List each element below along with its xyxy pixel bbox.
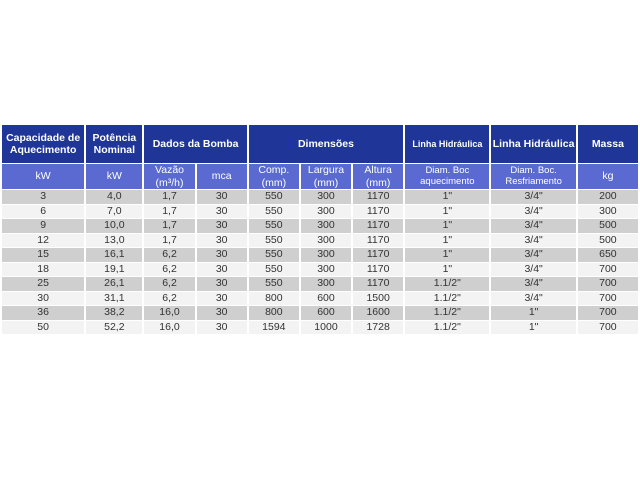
cell-vazao: 6,2 xyxy=(144,248,194,262)
unit-largura: Largura (mm) xyxy=(301,164,351,189)
cell-comp: 550 xyxy=(249,277,299,291)
cell-diam-aquecimento: 1" xyxy=(405,263,489,277)
cell-comp: 550 xyxy=(249,205,299,219)
cell-comp: 1594 xyxy=(249,321,299,335)
cell-diam-resfriamento: 3/4" xyxy=(491,292,575,306)
cell-largura: 300 xyxy=(301,277,351,291)
header-row-units xyxy=(2,164,638,189)
cell-potencia: 16,1 xyxy=(86,248,142,262)
cell-capacidade: 36 xyxy=(2,306,84,320)
cell-comp: 800 xyxy=(249,306,299,320)
table-row xyxy=(2,321,638,335)
unit-potencia-kw: kW xyxy=(86,164,142,189)
cell-vazao: 1,7 xyxy=(144,205,194,219)
cell-diam-resfriamento: 3/4" xyxy=(491,248,575,262)
cell-massa: 700 xyxy=(578,263,638,277)
header-linha-hidraulica-resfriamento: Linha Hidráulica xyxy=(491,125,575,163)
cell-vazao: 1,7 xyxy=(144,234,194,248)
table-row xyxy=(2,234,638,248)
cell-capacidade: 25 xyxy=(2,277,84,291)
header-dados-bomba: Dados da Bomba xyxy=(144,125,246,163)
cell-massa: 500 xyxy=(578,219,638,233)
cell-diam-resfriamento: 1" xyxy=(491,306,575,320)
cell-largura: 300 xyxy=(301,248,351,262)
cell-potencia: 10,0 xyxy=(86,219,142,233)
cell-altura: 1170 xyxy=(353,277,403,291)
unit-altura: Altura (mm) xyxy=(353,164,403,189)
cell-vazao: 16,0 xyxy=(144,306,194,320)
cell-massa: 700 xyxy=(578,277,638,291)
cell-capacidade: 18 xyxy=(2,263,84,277)
cell-potencia: 26,1 xyxy=(86,277,142,291)
table-row xyxy=(2,292,638,306)
unit-diam-resfriamento: Diam. Boc. Resfriamento xyxy=(491,164,575,189)
cell-diam-aquecimento: 1" xyxy=(405,234,489,248)
unit-diam-aquecimento: Diam. Boc aquecimento xyxy=(405,164,489,189)
cell-massa: 500 xyxy=(578,234,638,248)
cell-mca: 30 xyxy=(197,219,247,233)
cell-altura: 1600 xyxy=(353,306,403,320)
cell-vazao: 6,2 xyxy=(144,263,194,277)
cell-capacidade: 3 xyxy=(2,190,84,204)
table-row xyxy=(2,277,638,291)
cell-capacidade: 15 xyxy=(2,248,84,262)
cell-capacidade: 6 xyxy=(2,205,84,219)
cell-massa: 700 xyxy=(578,306,638,320)
cell-altura: 1170 xyxy=(353,219,403,233)
cell-capacidade: 30 xyxy=(2,292,84,306)
cell-diam-aquecimento: 1" xyxy=(405,219,489,233)
cell-altura: 1170 xyxy=(353,190,403,204)
cell-vazao: 16,0 xyxy=(144,321,194,335)
cell-diam-aquecimento: 1.1/2" xyxy=(405,277,489,291)
cell-diam-resfriamento: 3/4" xyxy=(491,263,575,277)
unit-capacidade-kw: kW xyxy=(2,164,84,189)
cell-comp: 800 xyxy=(249,292,299,306)
unit-mca: mca xyxy=(197,164,247,189)
cell-potencia: 7,0 xyxy=(86,205,142,219)
cell-mca: 30 xyxy=(197,248,247,262)
cell-largura: 300 xyxy=(301,234,351,248)
cell-vazao: 6,2 xyxy=(144,292,194,306)
cell-comp: 550 xyxy=(249,263,299,277)
cell-diam-resfriamento: 3/4" xyxy=(491,234,575,248)
cell-potencia: 19,1 xyxy=(86,263,142,277)
cell-altura: 1170 xyxy=(353,263,403,277)
cell-diam-aquecimento: 1.1/2" xyxy=(405,306,489,320)
cell-potencia: 52,2 xyxy=(86,321,142,335)
cell-vazao: 1,7 xyxy=(144,190,194,204)
table-row xyxy=(2,190,638,204)
cell-capacidade: 50 xyxy=(2,321,84,335)
cell-largura: 300 xyxy=(301,190,351,204)
cell-diam-aquecimento: 1.1/2" xyxy=(405,292,489,306)
cell-altura: 1170 xyxy=(353,234,403,248)
cell-mca: 30 xyxy=(197,277,247,291)
cell-mca: 30 xyxy=(197,306,247,320)
table-row xyxy=(2,219,638,233)
cell-potencia: 31,1 xyxy=(86,292,142,306)
cell-mca: 30 xyxy=(197,205,247,219)
cell-altura: 1170 xyxy=(353,248,403,262)
cell-vazao: 1,7 xyxy=(144,219,194,233)
cell-mca: 30 xyxy=(197,190,247,204)
cell-diam-resfriamento: 3/4" xyxy=(491,277,575,291)
cell-capacidade: 12 xyxy=(2,234,84,248)
cell-altura: 1170 xyxy=(353,205,403,219)
cell-massa: 650 xyxy=(578,248,638,262)
table-row xyxy=(2,248,638,262)
cell-comp: 550 xyxy=(249,190,299,204)
cell-diam-resfriamento: 3/4" xyxy=(491,190,575,204)
cell-diam-resfriamento: 1" xyxy=(491,321,575,335)
cell-diam-aquecimento: 1" xyxy=(405,190,489,204)
cell-mca: 30 xyxy=(197,263,247,277)
cell-diam-resfriamento: 3/4" xyxy=(491,219,575,233)
cell-mca: 30 xyxy=(197,321,247,335)
cell-potencia: 13,0 xyxy=(86,234,142,248)
header-dimensoes: Dimensões xyxy=(249,125,403,163)
table-row xyxy=(2,205,638,219)
cell-largura: 300 xyxy=(301,219,351,233)
cell-potencia: 4,0 xyxy=(86,190,142,204)
cell-comp: 550 xyxy=(249,219,299,233)
header-potencia: Potência Nominal xyxy=(86,125,142,163)
cell-mca: 30 xyxy=(197,292,247,306)
unit-vazao: Vazão (m³/h) xyxy=(144,164,194,189)
cell-diam-aquecimento: 1" xyxy=(405,248,489,262)
unit-kg: kg xyxy=(578,164,638,189)
cell-largura: 300 xyxy=(301,205,351,219)
header-capacidade: Capacidade de Aquecimento xyxy=(2,125,84,163)
cell-diam-aquecimento: 1" xyxy=(405,205,489,219)
cell-diam-resfriamento: 3/4" xyxy=(491,205,575,219)
cell-largura: 300 xyxy=(301,263,351,277)
cell-comp: 550 xyxy=(249,234,299,248)
header-linha-hidraulica-aquecimento: Linha Hidráulica xyxy=(405,125,489,163)
cell-massa: 300 xyxy=(578,205,638,219)
cell-largura: 600 xyxy=(301,292,351,306)
cell-massa: 200 xyxy=(578,190,638,204)
cell-potencia: 38,2 xyxy=(86,306,142,320)
cell-massa: 700 xyxy=(578,321,638,335)
specs-table-container xyxy=(0,124,640,335)
unit-comp: Comp. (mm) xyxy=(249,164,299,189)
table-row xyxy=(2,306,638,320)
cell-comp: 550 xyxy=(249,248,299,262)
cell-mca: 30 xyxy=(197,234,247,248)
cell-altura: 1500 xyxy=(353,292,403,306)
cell-diam-aquecimento: 1.1/2" xyxy=(405,321,489,335)
table-body xyxy=(2,190,638,334)
cell-altura: 1728 xyxy=(353,321,403,335)
cell-vazao: 6,2 xyxy=(144,277,194,291)
header-massa: Massa xyxy=(578,125,638,163)
specs-table xyxy=(0,124,640,335)
cell-capacidade: 9 xyxy=(2,219,84,233)
cell-massa: 700 xyxy=(578,292,638,306)
table-row xyxy=(2,263,638,277)
cell-largura: 600 xyxy=(301,306,351,320)
header-row-main xyxy=(2,125,638,163)
cell-largura: 1000 xyxy=(301,321,351,335)
